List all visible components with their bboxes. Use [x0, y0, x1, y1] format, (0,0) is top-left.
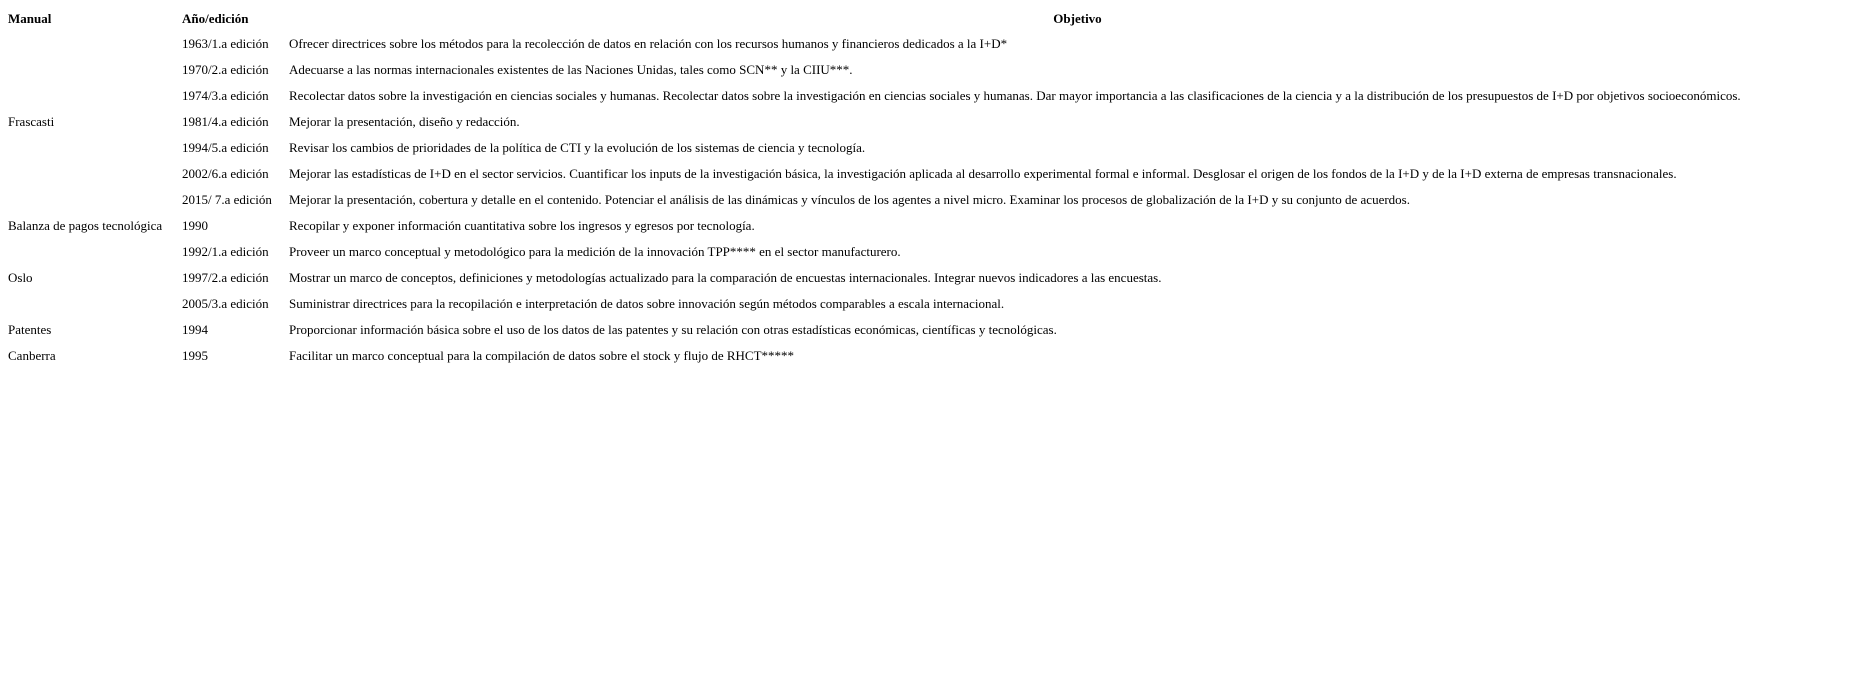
- cell-objective: Recopilar y exponer información cuantitativa sobre los ingresos y egresos por tecnología.: [289, 218, 755, 233]
- cell-objective: Mejorar la presentación, diseño y redacción.: [289, 114, 520, 129]
- table-row: [7, 136, 1867, 160]
- cell-objective: Recolectar datos sobre la investigación en ciencias sociales y humanas. Recolectar datos sobre la investigación en ciencias sociales y humanas. Dar mayor importancia a las clasificaciones de la ciencia y a la distribución de los presupuestos de I+D por objetivos socioeconómicos.: [289, 88, 1741, 103]
- cell-year: 1994: [182, 322, 208, 337]
- table-row: [7, 344, 1867, 368]
- cell-objective: Mostrar un marco de conceptos, definiciones y metodologías actualizado para la comparación de encuestas internacionales. Integrar nuevos indicadores a las encuestas.: [289, 270, 1162, 285]
- cell-manual: [7, 162, 179, 186]
- table-row: [7, 292, 1867, 316]
- cell-manual: [7, 188, 179, 212]
- cell-manual: Balanza de pagos tecnológica: [8, 218, 163, 233]
- cell-year: 2015/ 7.a edición: [182, 192, 272, 207]
- table-row: [7, 84, 1867, 108]
- cell-year: 1970/2.a edición: [182, 62, 269, 77]
- cell-objective: Mejorar la presentación, cobertura y detalle en el contenido. Potenciar el análisis de las dinámicas y vínculos de los agentes a nivel micro. Examinar los procesos de globalización de la I+D y su conjunto de acuerdos.: [289, 192, 1410, 207]
- table-row: [7, 32, 1867, 56]
- cell-year: 1981/4.a edición: [182, 114, 269, 129]
- cell-objective: Suministrar directrices para la recopilación e interpretación de datos sobre innovación según métodos comparables a escala internacional.: [289, 296, 1005, 311]
- cell-year: 1995: [182, 348, 208, 363]
- cell-year: 2005/3.a edición: [182, 296, 269, 311]
- cell-objective: Proveer un marco conceptual y metodológico para la medición de la innovación TPP**** en el sector manufacturero.: [289, 244, 901, 259]
- cell-year: 1992/1.a edición: [182, 244, 269, 259]
- table-row: [7, 58, 1867, 82]
- table-row: [7, 318, 1867, 342]
- cell-manual: Patentes: [8, 322, 52, 337]
- table-row: [7, 214, 1867, 238]
- cell-year: 2002/6.a edición: [182, 166, 269, 181]
- table-row: [7, 162, 1867, 186]
- cell-manual: Oslo: [8, 270, 33, 285]
- cell-objective: Adecuarse a las normas internacionales existentes de las Naciones Unidas, tales como SCN** y la CIIU***.: [289, 62, 853, 77]
- manuals-table: [5, 6, 1869, 370]
- cell-year: 1990: [182, 218, 208, 233]
- table-header-row: [7, 8, 1867, 30]
- table-row: [7, 110, 1867, 134]
- cell-manual: [7, 32, 179, 56]
- cell-manual: Canberra: [8, 348, 56, 363]
- table-row: [7, 266, 1867, 290]
- cell-year: 1963/1.a edición: [182, 36, 269, 51]
- cell-manual: [7, 292, 179, 316]
- cell-manual: [7, 136, 179, 160]
- cell-year: 1994/5.a edición: [182, 140, 269, 155]
- cell-objective: Mejorar las estadísticas de I+D en el sector servicios. Cuantificar los inputs de la investigación básica, la investigación aplicada al desarrollo experimental formal e informal. Desglosar el origen de los fondos de la I+D y de la I+D externa de empresas transnacionales.: [289, 166, 1677, 181]
- cell-objective: Ofrecer directrices sobre los métodos para la recolección de datos en relación con los recursos humanos y financieros dedicados a la I+D*: [289, 36, 1008, 51]
- header-objective: Objetivo: [1053, 11, 1102, 26]
- table-row: [7, 188, 1867, 212]
- table-row: [7, 240, 1867, 264]
- cell-year: 1997/2.a edición: [182, 270, 269, 285]
- cell-objective: Revisar los cambios de prioridades de la política de CTI y la evolución de los sistemas de ciencia y tecnología.: [289, 140, 866, 155]
- cell-objective: Proporcionar información básica sobre el uso de los datos de las patentes y su relación con otras estadísticas económicas, científicas y tecnológicas.: [289, 322, 1057, 337]
- cell-year: 1974/3.a edición: [182, 88, 269, 103]
- cell-manual: Frascasti: [8, 114, 55, 129]
- cell-objective: Facilitar un marco conceptual para la compilación de datos sobre el stock y flujo de RHCT*****: [289, 348, 795, 363]
- cell-manual: [7, 84, 179, 108]
- header-manual: Manual: [8, 11, 52, 26]
- cell-manual: [7, 58, 179, 82]
- header-year-edition: Año/edición: [182, 11, 249, 26]
- cell-manual: [7, 240, 179, 264]
